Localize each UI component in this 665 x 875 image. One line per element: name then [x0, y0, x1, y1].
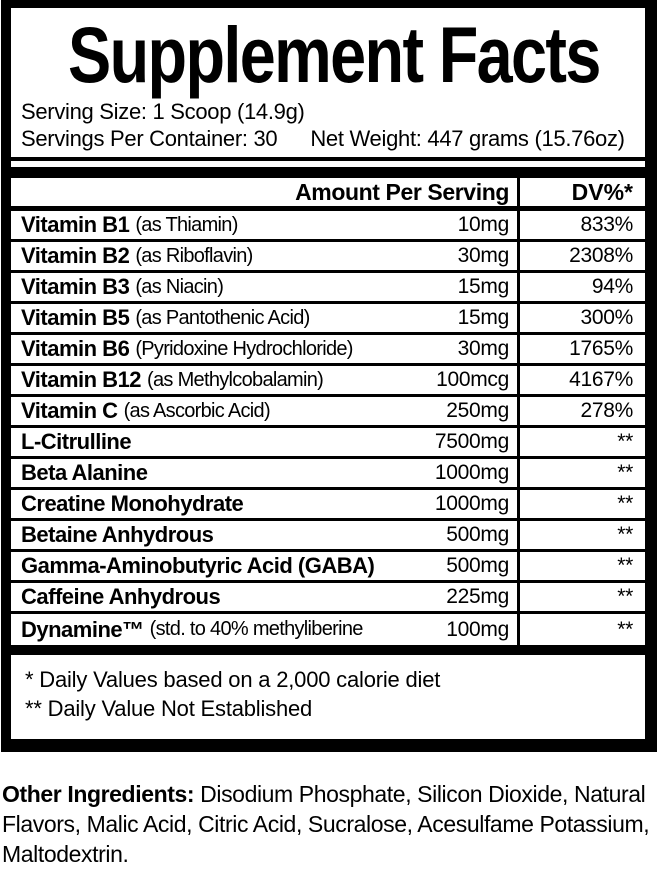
ingredient-dv: 2308% [517, 242, 645, 270]
ingredient-name-cell [11, 459, 402, 487]
table-row [11, 397, 645, 428]
ingredient-name-cell [11, 552, 402, 580]
ingredient-dv: ** [517, 490, 645, 518]
ingredient-name: Vitamin B5 [21, 305, 130, 330]
dv-header: DV%* [517, 178, 645, 206]
ingredient-dv: ** [517, 428, 645, 456]
ingredient-detail: (std. to 40% methyliberine [149, 618, 363, 640]
ingredient-name-cell [11, 428, 402, 456]
ingredient-amount: 225mg [446, 585, 509, 608]
ingredient-name: Vitamin B2 [21, 243, 130, 268]
ingredient-name-cell [11, 614, 402, 645]
ingredient-amount: 10mg [457, 213, 509, 236]
ingredient-amount: 7500mg [434, 430, 509, 453]
ingredient-amount: 500mg [446, 554, 509, 577]
ingredient-amount: 15mg [457, 306, 509, 329]
servings-net-weight-line [11, 125, 645, 152]
servings-per-container: Servings Per Container: 30 [21, 126, 278, 151]
other-ingredients [2, 779, 663, 869]
table-row [11, 242, 645, 273]
ingredient-detail: (as Ascorbic Acid) [123, 399, 270, 422]
ingredient-name-cell [11, 242, 402, 270]
footnote-not-established: ** Daily Value Not Established [25, 696, 313, 721]
ingredient-dv: 833% [517, 211, 645, 239]
ingredient-dv: ** [517, 583, 645, 611]
ingredient-name-cell [11, 273, 402, 301]
ingredient-amount: 100mcg [436, 368, 509, 391]
ingredient-dv: ** [517, 552, 645, 580]
ingredient-name-cell [11, 304, 402, 332]
ingredient-amount: 15mg [457, 275, 509, 298]
page-title: Supplement Facts [68, 10, 600, 99]
supplement-facts-panel [1, 0, 657, 752]
ingredient-name: Gamma-Aminobutyric Acid (GABA) [21, 553, 375, 578]
ingredient-detail: (as Thiamin) [135, 213, 238, 236]
ingredient-dv: 278% [517, 397, 645, 425]
ingredient-detail: (as Niacin) [135, 275, 224, 298]
other-ingredients-label: Other Ingredients: [2, 781, 195, 807]
table-bottom-band [11, 645, 645, 655]
ingredient-dv: 300% [517, 304, 645, 332]
other-ingredients-text: Disodium Phosphate, Silicon Dioxide, Natural Flavors, Malic Acid, Citric Acid, Sucralose, Acesulfame Potassium, Maltodextrin. [2, 781, 650, 867]
ingredient-amount: 500mg [446, 523, 509, 546]
ingredient-table [11, 211, 645, 645]
table-row [11, 490, 645, 521]
table-row [11, 521, 645, 552]
ingredient-amount: 100mg [446, 617, 509, 641]
ingredient-amount: 30mg [457, 244, 509, 267]
footnote-daily-values: * Daily Values based on a 2,000 calorie diet [25, 667, 441, 692]
table-row [11, 273, 645, 304]
table-row [11, 335, 645, 366]
ingredient-name-cell [11, 490, 402, 518]
ingredient-name-cell [11, 521, 402, 549]
ingredient-amount: 30mg [457, 337, 509, 360]
ingredient-name-cell [11, 335, 402, 363]
table-row [11, 366, 645, 397]
ingredient-name: Vitamin C [21, 398, 118, 423]
table-row [11, 459, 645, 490]
table-header-row [11, 178, 645, 206]
ingredient-amount: 1000mg [434, 492, 509, 515]
ingredient-detail: (Pyridoxine Hydrochloride) [135, 337, 353, 360]
ingredient-name: Vitamin B1 [21, 212, 130, 237]
net-weight: Net Weight: 447 grams (15.76oz) [310, 126, 625, 151]
ingredient-amount: 250mg [446, 399, 509, 422]
ingredient-name: Vitamin B12 [21, 367, 142, 392]
ingredient-detail: (as Pantothenic Acid) [135, 306, 310, 329]
ingredient-name-cell [11, 397, 402, 425]
ingredient-detail: (as Riboflavin) [135, 244, 253, 267]
ingredient-dv: 1765% [517, 335, 645, 363]
table-row [11, 614, 645, 645]
ingredient-name: Beta Alanine [21, 460, 148, 485]
ingredient-dv: ** [517, 459, 645, 487]
ingredient-name: L-Citrulline [21, 429, 132, 454]
table-row [11, 583, 645, 614]
table-row [11, 304, 645, 335]
table-row [11, 428, 645, 459]
ingredient-dv: 94% [517, 273, 645, 301]
ingredient-amount: 1000mg [434, 461, 509, 484]
ingredient-dv: ** [517, 614, 645, 645]
ingredient-dv: ** [517, 521, 645, 549]
table-top-band [11, 167, 645, 178]
ingredient-name: Betaine Anhydrous [21, 522, 214, 547]
ingredient-name-cell [11, 583, 402, 611]
ingredient-name: Dynamine™ [21, 616, 144, 642]
ingredient-name: Creatine Monohydrate [21, 491, 244, 516]
ingredient-name-cell [11, 211, 402, 239]
ingredient-name: Vitamin B6 [21, 336, 130, 361]
ingredient-name: Vitamin B3 [21, 274, 130, 299]
table-row [11, 552, 645, 583]
footnote-box [11, 655, 645, 739]
serving-size-line: Serving Size: 1 Scoop (14.9g) [21, 99, 305, 124]
ingredient-dv: 4167% [517, 366, 645, 394]
ingredient-detail: (as Methylcobalamin) [147, 368, 324, 391]
ingredient-name-cell [11, 366, 402, 394]
label-header [11, 8, 645, 157]
table-row [11, 211, 645, 242]
amount-per-serving-header: Amount Per Serving [295, 178, 509, 205]
ingredient-name: Caffeine Anhydrous [21, 584, 221, 609]
